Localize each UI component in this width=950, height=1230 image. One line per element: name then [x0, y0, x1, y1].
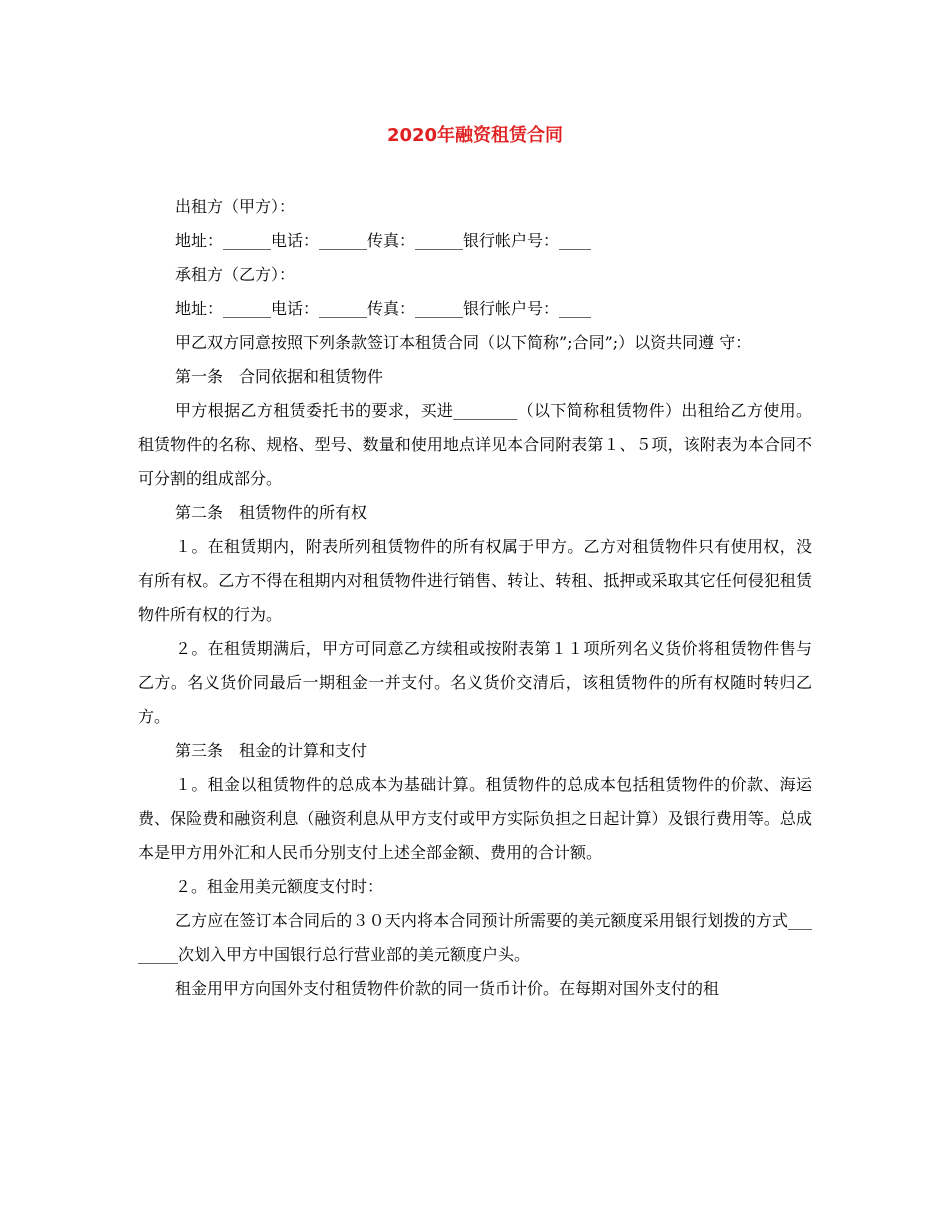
- article-3-clause-2-text: 乙方应在签订本合同后的３０天内将本合同预计所需要的美元额度采用银行划拨的方式________次划入甲方中国银行总行营业部的美元额度户头。: [138, 911, 812, 964]
- article-2-clause-2: ２。在租赁期满后，甲方可同意乙方续租或按附表第１１项所列名义货价将租赁物件售与乙方。名义货价同最后一期租金一并支付。名义货价交清后，该租赁物件的所有权随时转归乙方。: [138, 639, 812, 726]
- article-2-heading: 第二条 租赁物件的所有权: [175, 503, 368, 522]
- article-3-clause-1: １。租金以租赁物件的总成本为基础计算。租赁物件的总成本包括租赁物件的价款、海运费、保险费和融资利息（融资利息从甲方支付或甲方实际负担之日起计算）及银行费用等。总成本是甲方用外汇和人民币分别支付上述全部金额、费用的合计额。: [138, 775, 812, 862]
- article-2-clause-1: １。在租赁期内，附表所列租赁物件的所有权属于甲方。乙方对租赁物件只有使用权，没有所有权。乙方不得在租期内对租赁物件进行销售、转让、转租、抵押或采取其它任何侵犯租赁物件所有权的行为。: [138, 537, 812, 624]
- paragraph-lessor: 出租方（甲方）：: [175, 197, 296, 216]
- paragraph-lessee: 承租方（乙方）：: [175, 265, 296, 284]
- article-3-clause-2: ２。租金用美元额度支付时：: [175, 877, 384, 896]
- paragraph-lessor-contact: 地址：______电话：______传真：______银行帐户号：____: [175, 231, 592, 250]
- article-3-clause-2-text-cont: 租金用甲方向国外支付租赁物件价款的同一货币计价。在每期对国外支付的租: [175, 979, 720, 998]
- article-1-heading: 第一条 合同依据和租赁物件: [175, 367, 384, 386]
- paragraph-preamble: 甲乙双方同意按照下列条款签订本租赁合同（以下简称”;合同”;）以资共同遵 守：: [175, 333, 752, 352]
- paragraph-lessee-contact: 地址：______电话：______传真：______银行帐户号：____: [175, 299, 592, 318]
- document-title: 2020年融资租赁合同: [386, 125, 564, 146]
- article-3-heading: 第三条 租金的计算和支付: [175, 741, 368, 760]
- article-1-text: 甲方根据乙方租赁委托书的要求，买进________（以下简称租赁物件）出租给乙方使用。租赁物件的名称、规格、型号、数量和使用地点详见本合同附表第１、５项，该附表为本合同不可分割的组成部分。: [138, 401, 812, 488]
- document-body: [138, 190, 812, 1006]
